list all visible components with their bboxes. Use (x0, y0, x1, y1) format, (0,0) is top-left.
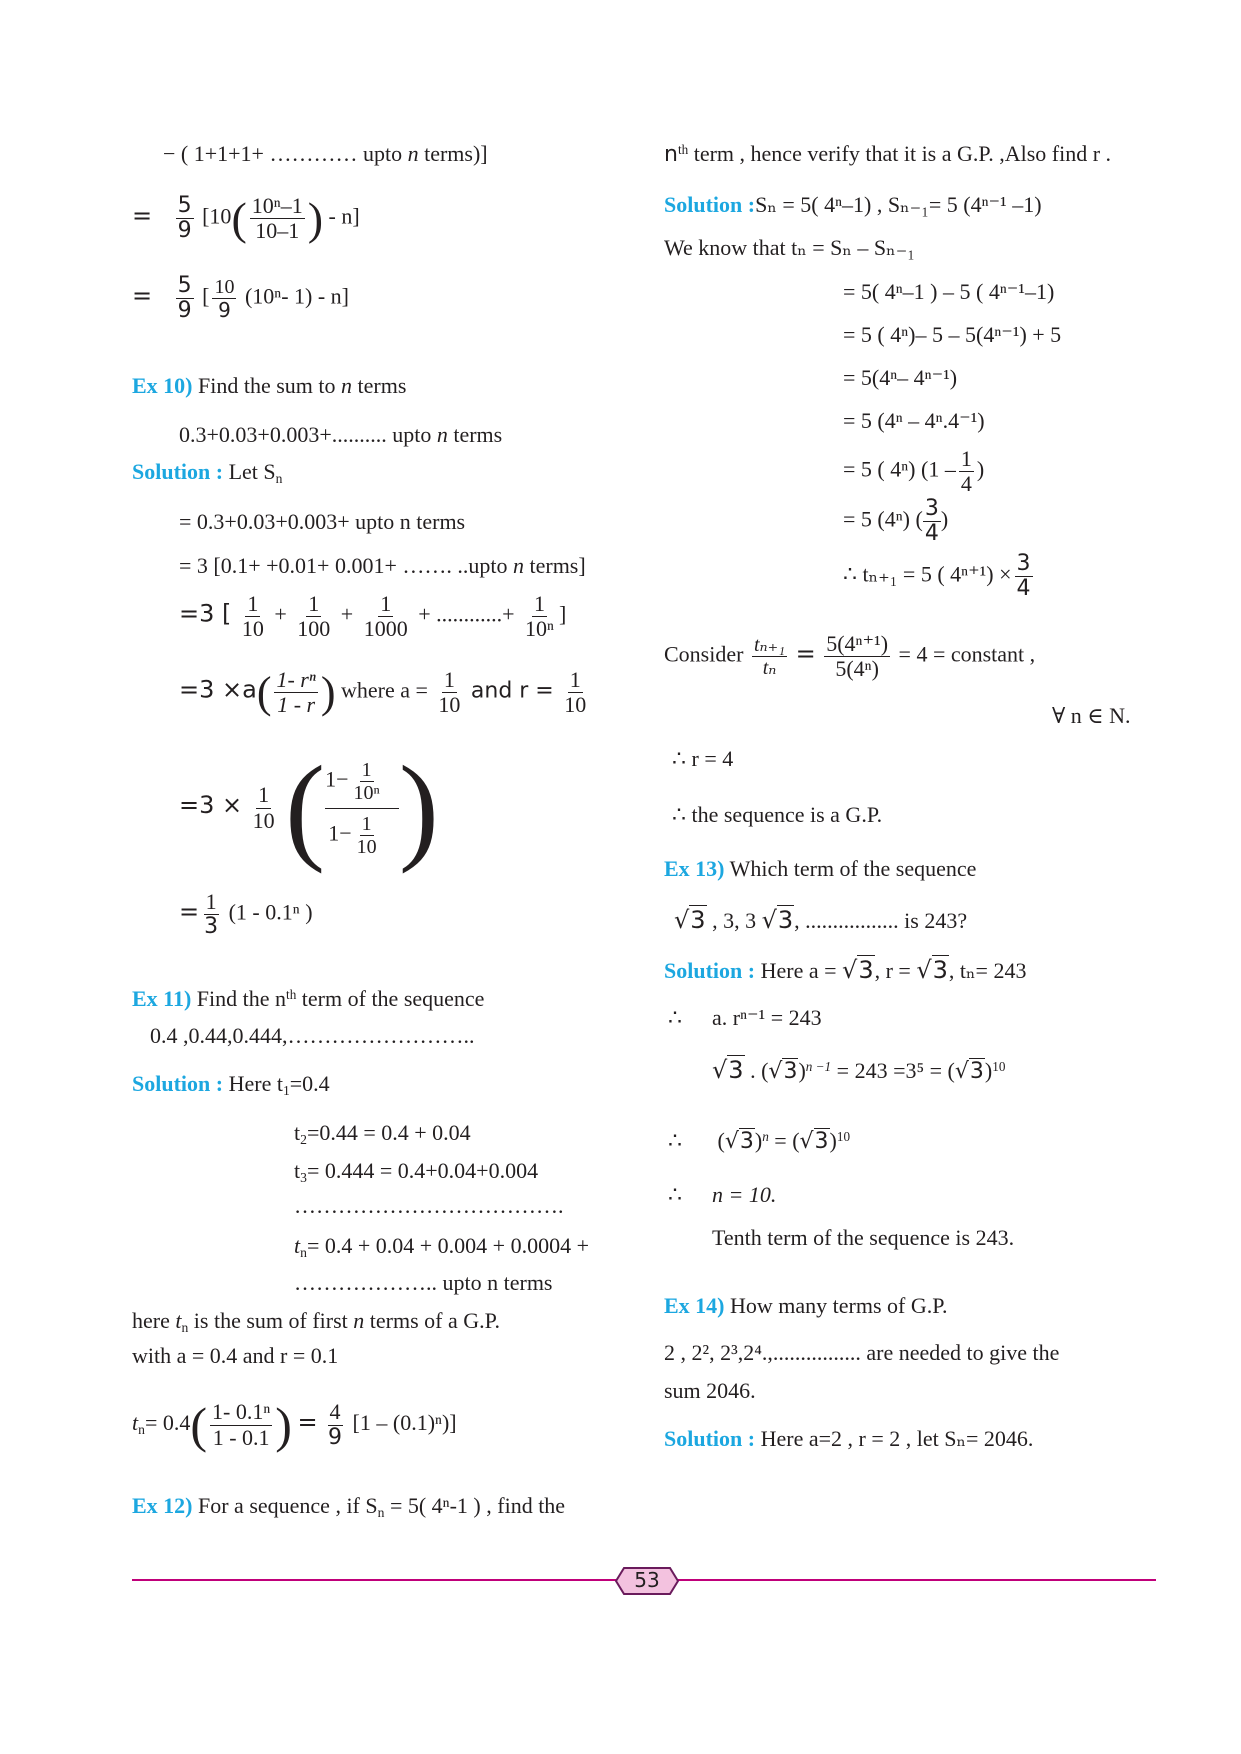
dots-line: ………………………………. (294, 1193, 564, 1218)
ex11-solution: Solution : Here $t_1=0.4$ (132, 1071, 330, 1099)
k6-line: = 5 (4ⁿ) ( $\frac{3}{4}$ ) (843, 496, 949, 547)
ex10-heading: Ex 10) Find the sum to n terms (132, 373, 407, 398)
know-line: We know that tₙ = Sₙ – Sₙ₋₁ (664, 235, 915, 260)
k3-line: = 5(4ⁿ– 4ⁿ⁻¹) (843, 365, 958, 390)
tenth-term-line: Tenth term of the sequence is 243. (712, 1225, 1015, 1250)
is-gp-line: ∴ the sequence is a G.P. (672, 802, 883, 827)
here-tn-line: here $t_n$ is the sum of first n terms of a G.P. (132, 1308, 500, 1336)
s10-line2: = 3 [0.1+ +0.01+ 0.001+ ……. ..upto n terms] (179, 553, 586, 578)
ex14-solution: Solution : Here a=2 , r = 2 , let Sₙ= 2046. (664, 1426, 1034, 1451)
ex13-sequence: √3 , 3, 3 √3, ................. is 243? (674, 906, 968, 934)
line-sum-ones: − ( 1+1+1+ ………… upto n terms)] (163, 141, 488, 166)
t3-line: $t_3= 0.444 = 0.4+0.04+0.004$ (294, 1158, 539, 1186)
fraction-5-9: $\frac{5}{9}$ (177, 193, 192, 244)
ex10-series: 0.3+0.03+0.003+.......... upto n terms (179, 422, 503, 447)
s10-line3: =3 [ $\frac{1}{10}$ + $\frac{1}{100}$ + $\frac{1}{1000}$ + ............+ $\frac{1}{\text{10ⁿ}}$ ] (179, 591, 567, 642)
s10-line6: = $\frac{1}{3}$ (1 - 0.1ⁿ ) (179, 889, 313, 940)
ex14-heading: Ex 14) How many terms of G.P. (664, 1293, 948, 1318)
ex14-line3: sum 2046. (664, 1378, 756, 1403)
k1-line: = 5( 4ⁿ–1 ) – 5 ( 4ⁿ⁻¹–1) (843, 279, 1055, 304)
forall-line: ∀ n ∈ N. (1052, 703, 1131, 728)
s10-line4: =3 ×a( $\frac{\text{1- rⁿ}}{1 - r}$ ) where a = $\frac{1}{10}$ and r = $\frac{1}{10}$ (179, 667, 587, 718)
s10-line5: =3 × $\frac{1}{10}$ ( 1− $\frac{1}{\text{10ⁿ}}$ 1− $\frac{1}{10}$ ) (179, 741, 439, 874)
footer-line-left (132, 1579, 616, 1581)
equation-2: = $\frac{5}{9}$ [ $\frac{10}{9}$ (10ⁿ- 1) - n] (132, 273, 349, 324)
ex14-line2: 2 , 2², 2³,2⁴.,................ are needed to give the (664, 1340, 1060, 1365)
k4-line: = 5 (4ⁿ – 4ⁿ.4⁻¹) (843, 408, 985, 433)
consider-line: Consider $\frac{\text{tₙ₊₁}}{\text{tₙ}}$ = $\frac{\text{5(4ⁿ⁺¹)}}{\text{5(4ⁿ)}}$ = 4 = constant , (664, 631, 1036, 682)
tn-formula: $t_n= 0.4$( $\frac{\text{1- 0.1ⁿ}}{1 - 0.1}$ ) = $\frac{4}{9}$ [1 – (0.1)ⁿ)] (132, 1397, 457, 1453)
ex13-equation-2: ∴ $(√3)^n = (√3)^{10}$ (668, 1128, 851, 1154)
with-line: with a = 0.4 and r = 0.1 (132, 1343, 339, 1368)
ex12-solution: Solution :Sₙ = 5( 4ⁿ–1) , Sₙ₋₁= 5 (4ⁿ⁻¹ –1) (664, 192, 1042, 217)
k5-line: = 5 ( 4ⁿ) (1 – $\frac{1}{4}$ ) (843, 446, 985, 497)
n-equals-10-line: ∴ n = 10. (668, 1182, 777, 1207)
a-r-line: ∴ a. rⁿ⁻¹ = 243 (668, 1005, 822, 1030)
page-number: 53 (634, 1568, 660, 1592)
equation-1: = $\frac{5}{9}$ [10( $\frac{\text{10ⁿ–1}}{10-1}$ ) - n] (132, 192, 360, 244)
k2-line: = 5 ( 4ⁿ)– 5 – 5(4ⁿ⁻¹) + 5 (843, 322, 1062, 347)
ex12-continued: $n^{th}$ term , hence verify that it is a G.P. ,Also find r . (664, 141, 1112, 167)
ex12-heading: Ex 12) For a sequence , if $S_n = 5$( 4ⁿ-1 ) , find the (132, 1493, 566, 1521)
ex10-solution: Solution : Let $S_n$ (132, 459, 283, 487)
ex13-equation: √3 . $(√3)^{n -1} = 243 =3^5 = (√3)^{10}$ (712, 1056, 1006, 1084)
footer-line-right (678, 1579, 1156, 1581)
ex13-solution: Solution : Here a = √3, r = √3, tₙ= 243 (664, 956, 1027, 984)
ex11-heading: Ex 11) Find the $n^{th}$ term of the sequence (132, 986, 485, 1011)
r-equals-line: ∴ r = 4 (672, 746, 734, 771)
ex11-sequence: 0.4 ,0.44,0.444,…………………….. (150, 1023, 475, 1048)
k7-line: ∴ tₙ₊₁ = 5 ( 4ⁿ⁺¹) × $\frac{3}{4}$ (843, 551, 1031, 602)
ex13-heading: Ex 13) Which term of the sequence (664, 856, 977, 881)
tn-line2: ……………….. upto n terms (294, 1270, 553, 1295)
tn-line: $t_n= 0.4 + 0.04 + 0.004 + 0.0004$ + (294, 1233, 589, 1261)
t2-line: $t_2=0.44 = 0.4 + 0.04$ (294, 1120, 471, 1148)
s10-line1: = 0.3+0.03+0.003+ upto n terms (179, 509, 466, 534)
fraction-10n: $\frac{\text{10ⁿ–1}}{10-1}$ (251, 193, 303, 244)
